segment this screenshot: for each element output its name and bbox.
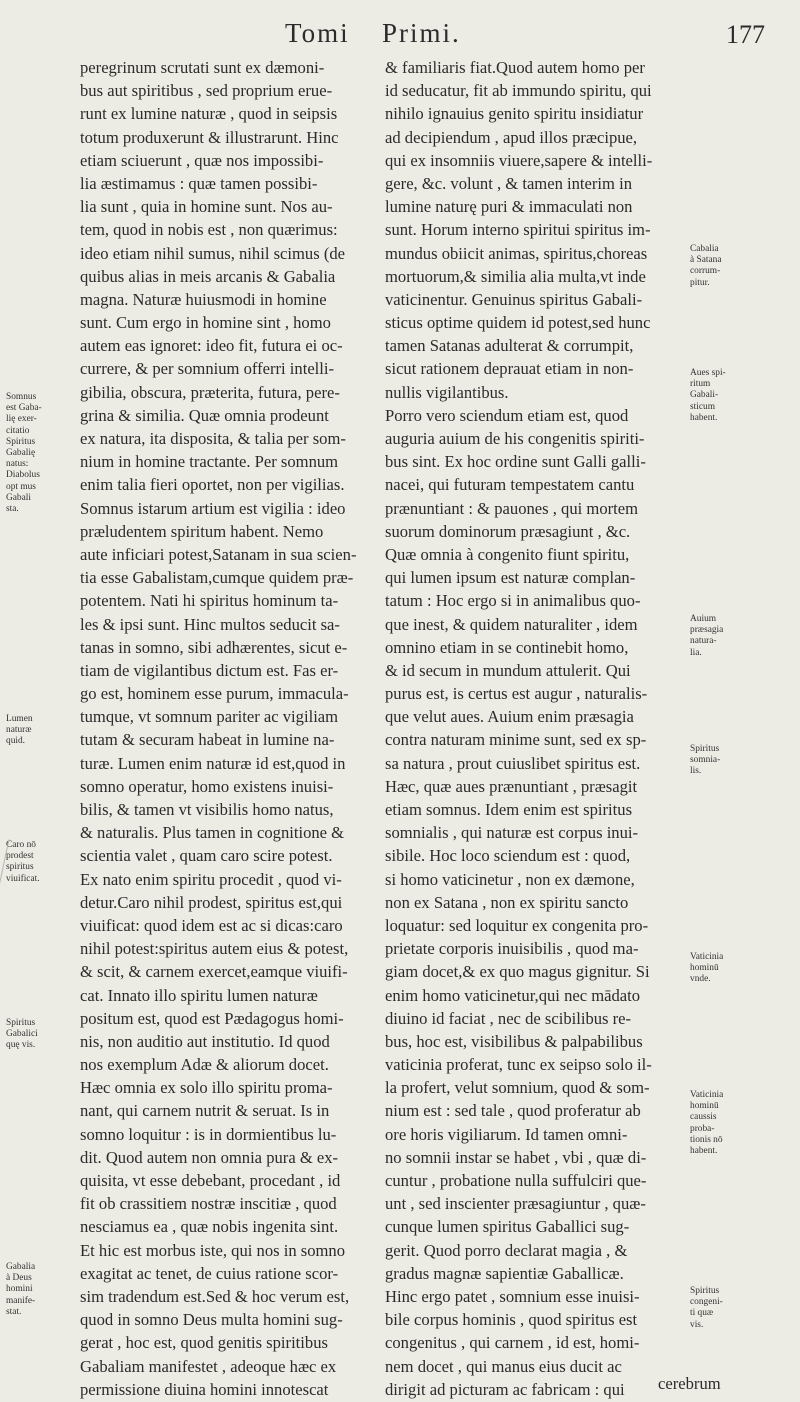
text-line: prænuntiant : & pauones , qui mortem — [385, 498, 639, 518]
text-line: magna. Naturæ huiusmodi in homine — [80, 289, 327, 309]
text-line: currere, & per somnium offerri intelli- — [80, 359, 335, 379]
text-line: permissione diuina homini innotescat — [80, 1379, 329, 1399]
text-line: sa natura , prout cuiuslibet spiritus est. — [385, 753, 641, 773]
text-line: somno loquitur : is in dormientibus lu- — [80, 1124, 337, 1144]
text-line: gradus magnæ sapientiæ Gaballicæ. — [385, 1263, 624, 1283]
text-line: cat. Innato illo spiritu lumen naturæ — [80, 985, 318, 1005]
text-line: Somnus istarum artium est vigilia : ideo — [80, 498, 346, 518]
text-line: totum produxerunt & illustrarunt. Hinc — [80, 127, 339, 147]
text-line: id seducatur, fit ab immundo spiritu, qui — [385, 81, 652, 101]
text-line: autem eas ignoret: ideo fit, futura ei oc- — [80, 336, 343, 356]
text-line: nesciamus ea , quæ nobis ingenita sint. — [80, 1217, 339, 1237]
text-line: Quæ omnia à congenito fiunt spiritu, — [385, 544, 630, 564]
text-line: enim homo vaticinetur,qui nec mādato — [385, 985, 641, 1005]
text-line: bus, hoc est, visibilibus & palpabilibus — [385, 1031, 643, 1051]
running-head-right: Primi. — [382, 18, 461, 48]
text-line: bile corpus hominis , quod spiritus est — [385, 1310, 638, 1330]
text-line: cunque lumen spiritus Gaballici sug- — [385, 1217, 630, 1237]
text-line: loquatur: sed loquitur ex congenita pro- — [385, 915, 649, 935]
text-line: tem, quod in nobis est , non quærimus: — [80, 220, 338, 240]
text-line: qui lumen ipsum est naturæ complan- — [385, 568, 636, 588]
text-line: nos exemplum Adæ & aliorum docet. — [80, 1055, 329, 1075]
text-line: sticus optime quidem id potest,sed hunc — [385, 313, 651, 333]
text-line: Ex nato enim spiritu procedit , quod vi- — [80, 869, 342, 889]
text-line: sunt. Cum ergo in homine sint , homo — [80, 313, 331, 333]
marginal-note: Cabalia à Satana corrum- pitur. — [690, 244, 722, 288]
text-line: cuntur , probatione nulla suffulciri que- — [385, 1171, 647, 1190]
text-line: somno operatur, homo existens inuisi- — [80, 776, 334, 796]
marginal-note: Gabalia à Deus homini manife- stat. — [6, 1262, 36, 1317]
text-line: gere, &c. volunt , & tamen interim in — [385, 173, 633, 193]
running-head-left: Tomi — [285, 18, 350, 48]
marginal-note: Caro nō prodest spiritus viuificat. — [6, 840, 40, 884]
text-line: fit ob crassitiem nostræ inscitiæ , quod — [80, 1194, 337, 1214]
text-line: lumine naturę puri & immaculati non — [385, 197, 633, 217]
text-line: præludentem spiritum habent. Nemo — [80, 521, 324, 541]
text-line: nacei, qui futuram tempestatem cantu — [385, 475, 635, 495]
text-line: la profert, velut somnium, quod & som- — [385, 1078, 650, 1098]
text-line: turæ. Lumen enim naturæ id est,quod in — [80, 753, 346, 773]
text-line: suorum dominorum præsagiunt , &c. — [385, 521, 631, 541]
text-line: runt ex lumine naturæ , quod in seipsis — [80, 104, 338, 124]
text-line: & id secum in mundum attulerit. Qui — [385, 660, 631, 680]
text-line: go est, hominem esse purum, immacula- — [80, 684, 349, 704]
text-line: grina & similia. Quæ omnia prodeunt — [80, 405, 329, 425]
text-line: detur.Caro nihil prodest, spiritus est,qui — [80, 892, 343, 912]
text-line: nihil potest:spiritus autem eius & potest, — [80, 939, 349, 959]
text-line: que velut aues. Auium enim præsagia — [385, 707, 634, 727]
text-line: lia æstimamus : quæ tamen possibi- — [80, 173, 318, 193]
running-head — [0, 18, 800, 52]
text-line: quisita, vt esse debebant, procedant , id — [80, 1171, 341, 1190]
text-line: nium in homine tractante. Per somnum — [80, 452, 339, 472]
text-line: sim tradendum est.Sed & hoc verum est, — [80, 1286, 350, 1306]
text-line: tutam & securam habeat in lumine na- — [80, 730, 335, 750]
text-line: vaticinentur. Genuinus spiritus Gabali- — [385, 289, 643, 309]
text-line: non ex Satana , non ex spiritu sancto — [385, 892, 629, 912]
text-line: exagitat ac tenet, de cuius ratione scor- — [80, 1263, 339, 1283]
text-line: positum est, quod est Pædagogus homi- — [80, 1008, 344, 1028]
text-line: enim talia fieri oportet, non per vigilias. — [80, 475, 345, 495]
text-line: dirigit ad picturam ac fabricam : qui — [385, 1379, 625, 1399]
text-line: omnino etiam in se continebit homo, — [385, 637, 629, 657]
text-line: qui ex insomniis viuere,sapere & intelli- — [385, 150, 653, 170]
marginal-note: Somnus est Gaba- lię exer- citatio Spiritus Gabalię natus: Diabolus opt mus Gabali sta. — [6, 392, 42, 515]
text-line: sicut rationem deprauat etiam in non- — [385, 359, 634, 379]
marginal-note: Vaticinia hominū caussis proba- tionis nō habent. — [690, 1090, 724, 1157]
text-line: etiam sciuerunt , quæ nos impossibi- — [80, 150, 324, 170]
marginal-note: Auium præsagia natura- lia. — [690, 614, 724, 658]
marginal-note: Lumen naturæ quid. — [6, 714, 33, 747]
text-line: ideo etiam nihil sumus, nihil scimus (de — [80, 243, 346, 263]
text-line: vaticinia proferat, tunc ex seipso solo il- — [385, 1055, 652, 1075]
text-line: etiam somnus. Idem enim est spiritus — [385, 800, 633, 819]
text-line: no somnii instar se habet , vbi , quæ di- — [385, 1147, 647, 1167]
text-line: nis, non auditio aut institutio. Id quod — [80, 1031, 330, 1051]
text-line: Hæc omnia ex solo illo spiritu proma- — [80, 1078, 333, 1098]
text-line: & naturalis. Plus tamen in cognitione & — [80, 823, 345, 843]
text-line: nihilo ignauius genito spiritu insidiatur — [385, 104, 644, 124]
left-text-column — [80, 56, 380, 1401]
text-line: Gabaliam manifestet , adeoque hæc ex — [80, 1356, 337, 1376]
text-line: somnialis , qui naturæ est corpus inui- — [385, 823, 639, 843]
text-line: sibile. Hoc loco sciendum est : quod, — [385, 846, 631, 866]
text-line: viuificat: quod idem est ac si dicas:caro — [80, 915, 343, 935]
text-line: aute inficiari potest,Satanam in sua scien- — [80, 544, 357, 564]
text-line: scientia valet , quam caro scire potest. — [80, 846, 333, 866]
text-line: contra naturam minime sunt, sed ex sp- — [385, 730, 647, 750]
text-line: gibilia, obscura, præterita, futura, pere- — [80, 382, 340, 402]
text-line: nem docet , qui manus eius ducit ac — [385, 1356, 622, 1376]
marginal-note: Aues spi- ritum Gabali- sticum habent. — [690, 368, 726, 423]
text-line: bilis, & tamen vt visibilis homo natus, — [80, 800, 334, 819]
text-line: giam docet,& ex quo magus gignitur. Si — [385, 962, 650, 982]
text-line: ore horis vigiliarum. Id tamen omni- — [385, 1124, 628, 1144]
text-line: dit. Quod autem non omnia pura & ex- — [80, 1147, 339, 1167]
marginal-note: Spiritus somnia- lis. — [690, 744, 721, 777]
text-line: Porro vero sciendum etiam est, quod — [385, 405, 629, 425]
text-line: congenitus , qui carnem , id est, homi- — [385, 1333, 640, 1353]
text-line: mortuorum,& similia alia multa,vt inde — [385, 266, 646, 286]
text-line: unt , sed inscienter præsagiuntur , quæ- — [385, 1194, 646, 1214]
text-line: prietate corporis inuisibilis , quod ma- — [385, 939, 639, 959]
text-line: tanas in somno, sibi adhærentes, sicut e- — [80, 637, 348, 657]
text-line: nium est : sed tale , quod proferatur ab — [385, 1101, 641, 1121]
text-line: que inest, & quidem naturaliter , idem — [385, 614, 638, 634]
text-line: tatum : Hoc ergo si in animalibus quo- — [385, 591, 641, 611]
text-line: si homo vaticinetur , non ex dæmone, — [385, 869, 635, 889]
text-line: gerat , hoc est, quod genitis spiritibus — [80, 1333, 328, 1353]
text-line: quod in somno Deus multa homini sug- — [80, 1310, 343, 1330]
text-line: bus aut spiritibus , sed proprium erue- — [80, 81, 333, 101]
text-line: lia sunt , quia in homine sunt. Nos au- — [80, 197, 333, 217]
text-line: tamen Satanas adulterat & corrumpit, — [385, 336, 634, 356]
text-line: quibus alias in meis arcanis & Gabalia — [80, 266, 336, 286]
marginal-note: Spiritus congeni- ti quæ vis. — [690, 1286, 723, 1330]
text-line: & scit, & carnem exercet,eamque viuifi- — [80, 962, 348, 982]
text-line: nullis vigilantibus. — [385, 382, 509, 402]
marginal-note: Vaticinia hominū vnde. — [690, 952, 724, 985]
text-line: nant, qui carnem nutrit & seruat. Is in — [80, 1101, 330, 1121]
text-line: tumque, vt somnum pariter ac vigiliam — [80, 707, 339, 727]
text-line: peregrinum scrutati sunt ex dæmoni- — [80, 58, 325, 77]
text-line: ex natura, ita disposita, & talia per som- — [80, 429, 346, 448]
text-line: & familiaris fiat.Quod autem homo per — [385, 58, 645, 77]
text-line: tiam de vigilantibus dictum est. Fas er- — [80, 660, 339, 680]
text-line: gerit. Quod porro declarat magia , & — [385, 1240, 628, 1260]
text-line: ad decipiendum , apud illos præcipue, — [385, 127, 638, 147]
catchword: cerebrum — [658, 1374, 721, 1393]
text-line: Hæc, quæ aues prænuntiant , præsagit — [385, 776, 638, 796]
text-line: Hinc ergo patet , somnium esse inuisi- — [385, 1286, 640, 1306]
text-line: potentem. Nati hi spiritus hominum ta- — [80, 591, 339, 611]
text-line: diuino id faciat , nec de scibilibus re- — [385, 1008, 632, 1028]
page-number: 177 — [726, 20, 765, 49]
text-line: auguria auium de his congenitis spiriti- — [385, 429, 645, 448]
text-line: mundus obiicit animas, spiritus,choreas — [385, 243, 648, 263]
text-line: sunt. Horum interno spiritui spiritus im- — [385, 220, 651, 240]
marginal-note: Spiritus Gabalici quę vis. — [6, 1018, 38, 1051]
text-line: bus sint. Ex hoc ordine sunt Galli galli- — [385, 452, 646, 472]
text-line: Et hic est morbus iste, qui nos in somno — [80, 1240, 346, 1260]
text-line: purus est, is certus est augur , naturalis- — [385, 684, 648, 704]
text-line: tia esse Gabalistam,cumque quidem præ- — [80, 568, 354, 588]
text-line: les & ipsi sunt. Hinc multos seducit sa- — [80, 614, 340, 634]
right-text-column — [385, 56, 685, 1401]
